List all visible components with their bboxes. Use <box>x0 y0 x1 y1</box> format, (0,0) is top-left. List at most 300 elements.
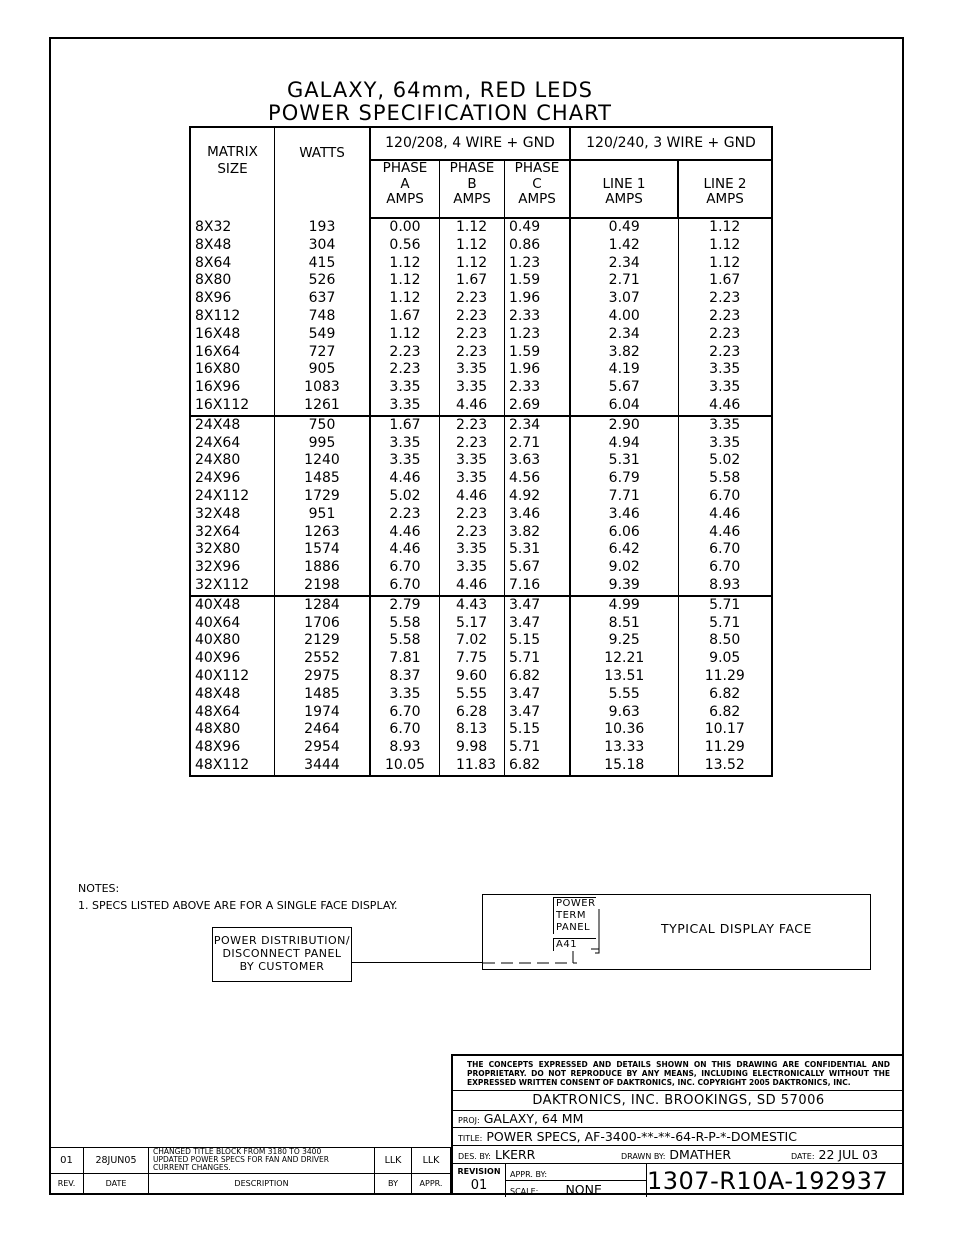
rev-appr-cell: LLK <box>412 1148 451 1174</box>
matrix-size-cell: 16X112 <box>195 396 250 413</box>
line2-cell: 8.93 <box>678 577 772 596</box>
line2-cell: 6.70 <box>678 559 772 577</box>
matrix-size-cell: 8X80 <box>195 272 232 289</box>
watts-cell: 1485 <box>275 686 371 704</box>
line2-cell: 10.17 <box>678 721 772 739</box>
revision-block <box>49 1147 451 1195</box>
watts-cell: 1284 <box>275 596 371 615</box>
line1-cell: 9.25 <box>570 632 678 650</box>
watts-cell: 995 <box>275 435 371 453</box>
phase-c-cell: 5.15 <box>505 721 571 739</box>
matrix-size-cell: 24X96 <box>195 470 241 487</box>
phase-b-cell: 9.60 <box>440 668 505 686</box>
watts-cell: 748 <box>275 308 371 326</box>
line2-cell: 4.46 <box>678 524 772 542</box>
line1-cell: 2.71 <box>570 272 678 290</box>
matrix-size-cell: 8X96 <box>195 290 232 307</box>
phase-b-cell: 9.98 <box>440 739 505 757</box>
phase-a-cell: 7.81 <box>370 650 440 668</box>
phase-a-cell: 1.12 <box>370 326 440 344</box>
des-label: DES. BY: <box>458 1152 491 1161</box>
phase-c-cell: 1.23 <box>505 326 571 344</box>
phase-b-cell: 2.23 <box>440 435 505 453</box>
phase-b-cell: 4.46 <box>440 577 505 596</box>
designer-row <box>453 1146 904 1164</box>
phase-b-cell: 4.43 <box>440 596 505 615</box>
table-row <box>190 541 772 559</box>
table-row <box>190 524 772 542</box>
line2-cell: 1.67 <box>678 272 772 290</box>
line2-cell: 4.46 <box>678 397 772 416</box>
phase-c-cell: 3.47 <box>505 686 571 704</box>
line2-cell: 3.35 <box>678 361 772 379</box>
matrix-size-cell: 8X112 <box>195 307 241 324</box>
line1-cell: 3.07 <box>570 290 678 308</box>
watts-cell: 1261 <box>275 397 371 416</box>
watts-cell: 1706 <box>275 615 371 633</box>
phase-c-cell: 0.86 <box>505 237 571 255</box>
line1-cell: 5.31 <box>570 452 678 470</box>
drawing-number: 1307-R10A-192937 <box>647 1167 889 1195</box>
phase-c-cell: 2.33 <box>505 308 571 326</box>
date-label: DATE: <box>791 1152 815 1161</box>
line2-cell: 1.12 <box>678 237 772 255</box>
line2-cell: 2.23 <box>678 326 772 344</box>
rev-by-cell: LLK <box>375 1148 412 1174</box>
notes-heading: NOTES: <box>78 882 120 895</box>
line1-cell: 2.90 <box>570 416 678 435</box>
phase-c-cell: 6.82 <box>505 668 571 686</box>
line2-cell: 11.29 <box>678 739 772 757</box>
proj-label: PROJ: <box>458 1116 480 1125</box>
matrix-size-cell: 8X48 <box>195 236 232 253</box>
phase-b-cell: 7.02 <box>440 632 505 650</box>
matrix-size-cell: 48X112 <box>195 756 250 773</box>
phase-a-cell: 2.23 <box>370 361 440 379</box>
header-phase-c: PHASE C AMPS <box>505 160 571 218</box>
phase-b-cell: 5.55 <box>440 686 505 704</box>
phase-b-cell: 1.12 <box>440 218 505 237</box>
matrix-size-cell: 16X48 <box>195 325 241 342</box>
matrix-size-cell: 32X112 <box>195 576 250 593</box>
table-row <box>190 596 772 615</box>
watts-cell: 526 <box>275 272 371 290</box>
table-row <box>190 397 772 416</box>
table-row <box>190 272 772 290</box>
line1-cell: 0.49 <box>570 218 678 237</box>
watts-cell: 2954 <box>275 739 371 757</box>
phase-c-cell: 2.71 <box>505 435 571 453</box>
line2-cell: 11.29 <box>678 668 772 686</box>
line2-cell: 9.05 <box>678 650 772 668</box>
chart-title-line2: POWER SPECIFICATION CHART <box>268 101 612 125</box>
phase-b-cell: 2.23 <box>440 308 505 326</box>
line2-cell: 4.46 <box>678 506 772 524</box>
matrix-size-cell: 24X64 <box>195 434 241 451</box>
line2-cell: 13.52 <box>678 757 772 776</box>
line2-cell: 8.50 <box>678 632 772 650</box>
date-header: DATE <box>84 1173 149 1194</box>
matrix-size-cell: 48X64 <box>195 703 241 720</box>
phase-a-cell: 5.58 <box>370 615 440 633</box>
phase-c-cell: 5.67 <box>505 559 571 577</box>
line2-cell: 5.71 <box>678 596 772 615</box>
line1-cell: 15.18 <box>570 757 678 776</box>
watts-cell: 304 <box>275 237 371 255</box>
revision-value: 01 <box>470 1178 488 1193</box>
matrix-size-cell: 32X48 <box>195 505 241 522</box>
line2-cell: 3.35 <box>678 435 772 453</box>
matrix-size-cell: 16X80 <box>195 361 241 378</box>
phase-a-cell: 3.35 <box>370 379 440 397</box>
phase-b-cell: 4.46 <box>440 397 505 416</box>
header-phase-a: PHASE A AMPS <box>370 160 440 218</box>
header-watts: WATTS <box>275 127 371 218</box>
matrix-size-cell: 48X48 <box>195 685 241 702</box>
phase-b-cell: 8.13 <box>440 721 505 739</box>
phase-a-cell: 1.12 <box>370 255 440 273</box>
table-row <box>190 577 772 596</box>
phase-b-cell: 3.35 <box>440 379 505 397</box>
table-row <box>190 632 772 650</box>
line2-cell: 1.12 <box>678 218 772 237</box>
line1-cell: 9.39 <box>570 577 678 596</box>
revision-header-row <box>50 1173 451 1194</box>
phase-b-cell: 3.35 <box>440 559 505 577</box>
phase-b-cell: 5.17 <box>440 615 505 633</box>
matrix-size-cell: 8X64 <box>195 254 232 271</box>
line1-cell: 5.55 <box>570 686 678 704</box>
dist-panel-line: DISCONNECT PANEL <box>222 947 342 960</box>
matrix-size-cell: 40X112 <box>195 667 250 684</box>
watts-cell: 549 <box>275 326 371 344</box>
phase-b-cell: 4.46 <box>440 488 505 506</box>
phase-a-cell: 0.56 <box>370 237 440 255</box>
line2-cell: 5.02 <box>678 452 772 470</box>
phase-c-cell: 2.34 <box>505 416 571 435</box>
watts-cell: 1729 <box>275 488 371 506</box>
scale-label: SCALE: <box>510 1187 539 1196</box>
line1-cell: 3.82 <box>570 344 678 362</box>
line1-cell: 9.63 <box>570 704 678 722</box>
proj-value: GALAXY, 64 MM <box>483 1111 584 1126</box>
line1-cell: 1.42 <box>570 237 678 255</box>
header-line2: LINE 2 AMPS <box>678 160 772 218</box>
phase-c-cell: 1.96 <box>505 290 571 308</box>
phase-c-cell: 5.15 <box>505 632 571 650</box>
term-panel-label: POWER TERM PANEL A41 <box>553 897 596 951</box>
table-row <box>190 559 772 577</box>
table-row <box>190 668 772 686</box>
dist-panel-line: POWER DISTRIBUTION/ <box>213 934 351 947</box>
phase-c-cell: 3.63 <box>505 452 571 470</box>
phase-b-cell: 7.75 <box>440 650 505 668</box>
rev-cell: 01 <box>50 1148 84 1174</box>
phase-a-cell: 6.70 <box>370 704 440 722</box>
table-row <box>190 650 772 668</box>
watts-cell: 1263 <box>275 524 371 542</box>
watts-cell: 193 <box>275 218 371 237</box>
phase-a-cell: 3.35 <box>370 452 440 470</box>
connection-line <box>352 962 482 963</box>
display-face-box <box>482 894 871 970</box>
phase-a-cell: 4.46 <box>370 524 440 542</box>
phase-a-cell: 3.35 <box>370 686 440 704</box>
phase-b-cell: 3.35 <box>440 452 505 470</box>
phase-c-cell: 2.33 <box>505 379 571 397</box>
line2-cell: 2.23 <box>678 290 772 308</box>
phase-b-cell: 6.28 <box>440 704 505 722</box>
title-value: POWER SPECS, AF-3400-**-**-64-R-P-*-DOMESTIC <box>486 1129 797 1144</box>
revision-label: REVISION <box>457 1167 501 1176</box>
title-row <box>453 1128 904 1146</box>
phase-b-cell: 3.35 <box>440 470 505 488</box>
table-row <box>190 721 772 739</box>
phase-b-cell: 1.12 <box>440 237 505 255</box>
line1-cell: 6.42 <box>570 541 678 559</box>
table-row <box>190 344 772 362</box>
line1-cell: 6.06 <box>570 524 678 542</box>
table-row <box>190 237 772 255</box>
matrix-size-cell: 24X48 <box>190 416 275 435</box>
phase-a-cell: 0.00 <box>370 218 440 237</box>
phase-a-cell: 4.46 <box>370 541 440 559</box>
display-face-label: TYPICAL DISPLAY FACE <box>661 921 812 936</box>
rev-date-cell: 28JUN05 <box>84 1148 149 1174</box>
matrix-size-cell: 16X64 <box>195 343 241 360</box>
table-row <box>190 757 772 776</box>
phase-c-cell: 3.47 <box>505 596 571 615</box>
project-row <box>453 1110 904 1128</box>
line1-cell: 9.02 <box>570 559 678 577</box>
line2-cell: 3.35 <box>678 416 772 435</box>
matrix-size-cell: 8X32 <box>195 218 232 235</box>
phase-a-cell: 2.23 <box>370 506 440 524</box>
phase-b-cell: 2.23 <box>440 506 505 524</box>
matrix-size-cell: 32X80 <box>195 541 241 558</box>
phase-b-cell: 2.23 <box>440 524 505 542</box>
line2-cell: 5.71 <box>678 615 772 633</box>
phase-b-cell: 2.23 <box>440 326 505 344</box>
header-matrix-size: MATRIX SIZE <box>207 144 258 177</box>
watts-cell: 2198 <box>275 577 371 596</box>
line2-cell: 6.82 <box>678 704 772 722</box>
revision-row <box>50 1148 451 1174</box>
phase-a-cell: 4.46 <box>370 470 440 488</box>
rev-header: REV. <box>50 1173 84 1194</box>
phase-b-cell: 3.35 <box>440 541 505 559</box>
note-item: 1. SPECS LISTED ABOVE ARE FOR A SINGLE FACE DISPLAY. <box>78 899 398 912</box>
drawn-value: DMATHER <box>669 1147 732 1162</box>
by-header: BY <box>375 1173 412 1194</box>
phase-a-cell: 1.67 <box>370 308 440 326</box>
phase-c-cell: 4.56 <box>505 470 571 488</box>
line2-cell: 6.82 <box>678 686 772 704</box>
line1-cell: 13.33 <box>570 739 678 757</box>
phase-a-cell: 2.23 <box>370 344 440 362</box>
table-row <box>190 255 772 273</box>
rev-description-cell: CHANGED TITLE BLOCK FROM 3180 TO 3400 UPDATED POWER SPECS FOR FAN AND DRIVER CURRENT CHANGES. <box>149 1148 375 1174</box>
header-line1: LINE 1 AMPS <box>570 160 678 218</box>
phase-c-cell: 1.59 <box>505 344 571 362</box>
watts-cell: 637 <box>275 290 371 308</box>
line1-cell: 4.19 <box>570 361 678 379</box>
watts-cell: 2975 <box>275 668 371 686</box>
phase-b-cell: 2.23 <box>440 344 505 362</box>
phase-b-cell: 2.23 <box>440 290 505 308</box>
line2-cell: 6.70 <box>678 488 772 506</box>
watts-cell: 951 <box>275 506 371 524</box>
watts-cell: 727 <box>275 344 371 362</box>
line2-cell: 6.70 <box>678 541 772 559</box>
watts-cell: 1485 <box>275 470 371 488</box>
phase-c-cell: 5.71 <box>505 739 571 757</box>
line2-cell: 2.23 <box>678 344 772 362</box>
phase-c-cell: 3.47 <box>505 704 571 722</box>
table-row <box>190 308 772 326</box>
watts-cell: 750 <box>275 416 371 435</box>
watts-cell: 905 <box>275 361 371 379</box>
line1-cell: 4.94 <box>570 435 678 453</box>
line2-cell: 5.58 <box>678 470 772 488</box>
line1-cell: 7.71 <box>570 488 678 506</box>
table-row <box>190 615 772 633</box>
line1-cell: 12.21 <box>570 650 678 668</box>
line1-cell: 3.46 <box>570 506 678 524</box>
line1-cell: 6.04 <box>570 397 678 416</box>
matrix-size-cell: 40X64 <box>195 614 241 631</box>
phase-c-cell: 6.82 <box>505 757 571 776</box>
phase-c-cell: 3.82 <box>505 524 571 542</box>
line1-cell: 13.51 <box>570 668 678 686</box>
phase-a-cell: 8.37 <box>370 668 440 686</box>
table-row <box>190 361 772 379</box>
phase-c-cell: 1.59 <box>505 272 571 290</box>
watts-cell: 2129 <box>275 632 371 650</box>
phase-a-cell: 8.93 <box>370 739 440 757</box>
phase-b-cell: 1.12 <box>440 255 505 273</box>
line1-cell: 4.00 <box>570 308 678 326</box>
table-row <box>190 506 772 524</box>
watts-cell: 1083 <box>275 379 371 397</box>
watts-cell: 2464 <box>275 721 371 739</box>
company-line: DAKTRONICS, INC. BROOKINGS, SD 57006 <box>453 1091 904 1111</box>
phase-a-cell: 6.70 <box>370 577 440 596</box>
matrix-size-cell: 40X80 <box>195 632 241 649</box>
line1-cell: 4.99 <box>570 596 678 615</box>
table-row <box>190 416 772 435</box>
phase-a-cell: 1.12 <box>370 272 440 290</box>
matrix-size-cell: 32X64 <box>195 523 241 540</box>
line2-cell: 2.23 <box>678 308 772 326</box>
matrix-size-cell: 40X96 <box>195 650 241 667</box>
line1-cell: 6.79 <box>570 470 678 488</box>
header-phase-b: PHASE B AMPS <box>440 160 505 218</box>
confidential-notice: THE CONCEPTS EXPRESSED AND DETAILS SHOWN ON THIS DRAWING ARE CONFIDENTIAL AND PROPRIETARY. DO NOT REPRODUCE BY ANY MEANS, INCLUDING ELECTRONICALLY WITHOUT THE EXPRESSED WRITTEN CONSENT OF DAKTRONICS, INC. COPYRIGHT 2005 DAKTRONICS, INC. <box>453 1056 904 1091</box>
watts-cell: 1974 <box>275 704 371 722</box>
table-row <box>190 739 772 757</box>
matrix-size-cell: 32X96 <box>195 559 241 576</box>
line1-cell: 2.34 <box>570 326 678 344</box>
table-row <box>190 379 772 397</box>
phase-a-cell: 6.70 <box>370 559 440 577</box>
appr-label: APPR. BY: <box>510 1170 548 1179</box>
scale-value: NONE <box>565 1182 602 1197</box>
appr-header: APPR. <box>412 1173 451 1194</box>
phase-a-cell: 6.70 <box>370 721 440 739</box>
phase-c-cell: 1.23 <box>505 255 571 273</box>
matrix-size-cell: 24X112 <box>195 487 250 504</box>
phase-c-cell: 5.71 <box>505 650 571 668</box>
power-distribution-panel-box <box>212 927 352 982</box>
description-header: DESCRIPTION <box>149 1173 375 1194</box>
table-row <box>190 218 772 237</box>
phase-a-cell: 3.35 <box>370 435 440 453</box>
line1-cell: 2.34 <box>570 255 678 273</box>
phase-a-cell: 1.67 <box>370 416 440 435</box>
phase-a-cell: 1.12 <box>370 290 440 308</box>
phase-b-cell: 1.67 <box>440 272 505 290</box>
phase-b-cell: 11.83 <box>440 757 505 776</box>
table-row <box>190 686 772 704</box>
line1-cell: 8.51 <box>570 615 678 633</box>
phase-a-cell: 3.35 <box>370 397 440 416</box>
phase-c-cell: 5.31 <box>505 541 571 559</box>
phase-c-cell: 1.96 <box>505 361 571 379</box>
matrix-size-cell: 16X96 <box>195 379 241 396</box>
phase-c-cell: 3.47 <box>505 615 571 633</box>
watts-cell: 415 <box>275 255 371 273</box>
matrix-size-cell: 40X48 <box>190 596 275 615</box>
phase-a-cell: 5.58 <box>370 632 440 650</box>
title-label: TITLE: <box>458 1134 483 1143</box>
title-block <box>451 1054 904 1195</box>
phase-c-cell: 0.49 <box>505 218 571 237</box>
table-row <box>190 290 772 308</box>
dist-panel-line: BY CUSTOMER <box>239 960 325 973</box>
header-1phase-group: 120/240, 3 WIRE + GND <box>570 127 772 160</box>
line1-cell: 5.67 <box>570 379 678 397</box>
table-row <box>190 488 772 506</box>
phase-c-cell: 7.16 <box>505 577 571 596</box>
line1-cell: 10.36 <box>570 721 678 739</box>
matrix-size-cell: 48X96 <box>195 739 241 756</box>
phase-c-cell: 4.92 <box>505 488 571 506</box>
line2-cell: 1.12 <box>678 255 772 273</box>
phase-b-cell: 3.35 <box>440 361 505 379</box>
table-row <box>190 470 772 488</box>
table-row <box>190 435 772 453</box>
watts-cell: 1574 <box>275 541 371 559</box>
phase-a-cell: 5.02 <box>370 488 440 506</box>
watts-cell: 3444 <box>275 757 371 776</box>
des-value: LKERR <box>494 1147 536 1162</box>
notes-section <box>78 880 397 914</box>
chart-title-line1: GALAXY, 64mm, RED LEDS <box>287 78 593 102</box>
phase-a-cell: 10.05 <box>370 757 440 776</box>
revision-scale-row <box>453 1164 904 1197</box>
line2-cell: 3.35 <box>678 379 772 397</box>
table-row <box>190 326 772 344</box>
drawn-label: DRAWN BY: <box>621 1152 666 1161</box>
watts-cell: 1240 <box>275 452 371 470</box>
power-spec-table <box>189 126 773 777</box>
table-row <box>190 452 772 470</box>
phase-a-cell: 2.79 <box>370 596 440 615</box>
table-row <box>190 704 772 722</box>
watts-cell: 2552 <box>275 650 371 668</box>
phase-c-cell: 3.46 <box>505 506 571 524</box>
